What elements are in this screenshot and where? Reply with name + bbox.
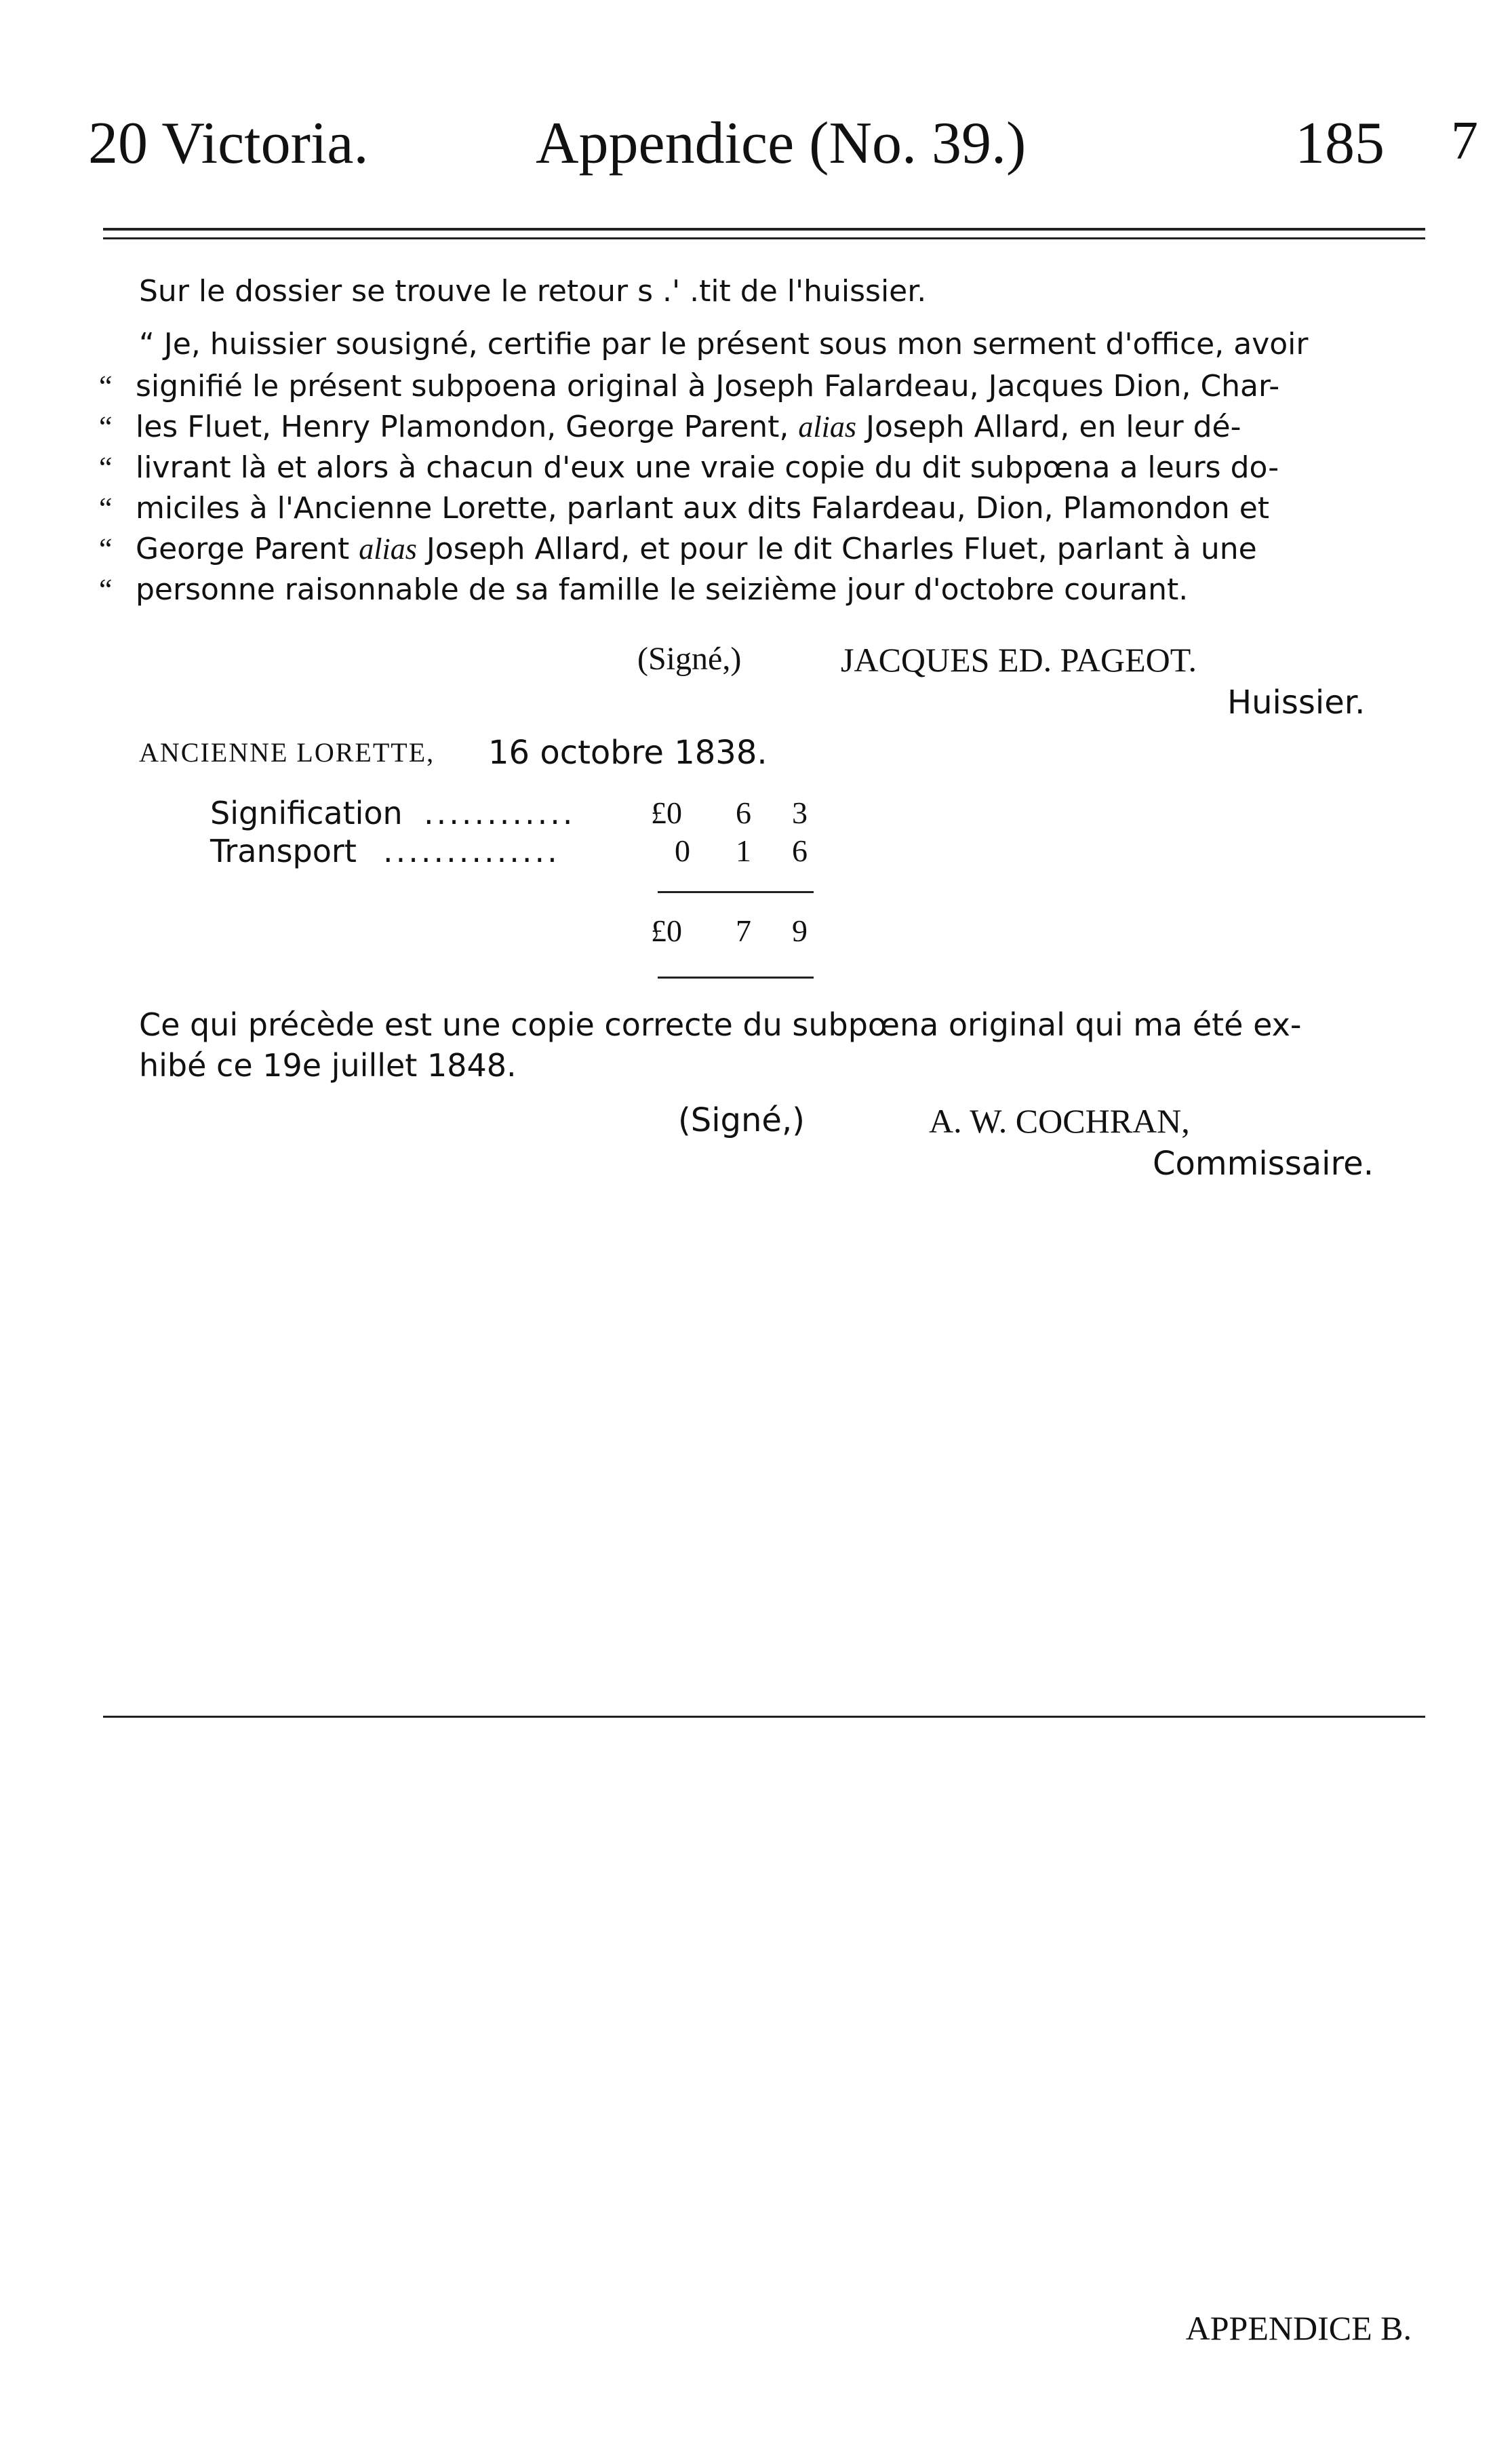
- paragraph-line-1: “ Je, huissier sousigné, certifie par le présent sous mon serment d'office, avoir: [139, 327, 1309, 361]
- commissioner-name: A. W. COCHRAN,: [929, 1102, 1190, 1140]
- quote-mark: “: [99, 532, 113, 566]
- fee-pence: 6: [792, 833, 808, 868]
- bailiff-title: Huissier.: [1227, 684, 1366, 722]
- quote-mark: “: [99, 370, 113, 403]
- header-appendix-title: Appendice (No. 39.): [536, 111, 1027, 176]
- page-number: 185: [1295, 111, 1385, 176]
- closing-line-2: hibé ce 19e juillet 1848.: [139, 1047, 517, 1084]
- bailiff-name: JACQUES ED. PAGEOT.: [841, 641, 1197, 679]
- paragraph-line-6: [136, 534, 1257, 564]
- paragraph-line-4: livrant là et alors à chacun d'eux une vraie copie du dit subpœna a leurs do-: [136, 450, 1279, 485]
- alias-italic: alias: [798, 410, 856, 444]
- fee-leader-dots: ..............: [383, 833, 560, 869]
- fee-pence: 3: [792, 795, 808, 830]
- fee-pounds: 0: [675, 833, 690, 868]
- total-pounds: £0: [651, 913, 682, 948]
- footer-rule: [103, 1716, 1425, 1718]
- edge-mark: 7: [1451, 111, 1478, 171]
- quote-mark: “: [99, 451, 113, 484]
- fee-shillings: 6: [736, 795, 751, 830]
- total-rule: [658, 977, 814, 979]
- fee-leader-dots: ............: [424, 795, 576, 831]
- total-pence: 9: [792, 913, 808, 948]
- intro-line: Sur le dossier se trouve le retour s .' .tit de l'huissier.: [139, 274, 927, 309]
- total-shillings: 7: [736, 913, 751, 948]
- paragraph-line-6-end: Joseph Allard, et pour le dit Charles Fluet, parlant à une: [426, 532, 1257, 566]
- place-label: ANCIENNE LORETTE,: [139, 737, 435, 768]
- paragraph-line-6-start: George Parent: [136, 532, 350, 566]
- paragraph-line-7: personne raisonnable de sa famille le seizième jour d'octobre courant.: [136, 572, 1189, 607]
- commissioner-title: Commissaire.: [1153, 1145, 1374, 1183]
- header-session: 20 Victoria.: [88, 111, 369, 176]
- fee-pounds: £0: [651, 795, 682, 830]
- header-rule: [103, 228, 1425, 231]
- date-label: 16 octobre 1838.: [488, 734, 768, 772]
- fee-shillings: 1: [736, 833, 751, 868]
- paragraph-line-3-end: Joseph Allard, en leur dé-: [865, 410, 1241, 444]
- sum-rule: [658, 891, 814, 893]
- paragraph-line-3: [136, 412, 1241, 442]
- signed-label: (Signé,): [678, 1101, 805, 1139]
- quote-mark: “: [99, 573, 113, 606]
- closing-line-1: Ce qui précède est une copie correcte du subpœna original qui ma été ex-: [139, 1006, 1302, 1043]
- header-rule-thin: [103, 237, 1425, 239]
- paragraph-line-3-start: les Fluet, Henry Plamondon, George Parent,: [136, 410, 789, 444]
- paragraph-line-2: signifié le présent subpoena original à Joseph Falardeau, Jacques Dion, Char-: [136, 369, 1280, 403]
- paragraph-line-5: miciles à l'Ancienne Lorette, parlant aux dits Falardeau, Dion, Plamondon et: [136, 491, 1270, 526]
- fee-label: Transport: [210, 833, 357, 869]
- quote-mark: “: [99, 492, 113, 525]
- alias-italic: alias: [359, 532, 417, 566]
- appendix-heading: APPENDICE B.: [1185, 2309, 1412, 2347]
- quote-mark: “: [99, 410, 113, 444]
- fee-label: Signification: [210, 795, 403, 831]
- signed-label: (Signé,): [637, 641, 742, 677]
